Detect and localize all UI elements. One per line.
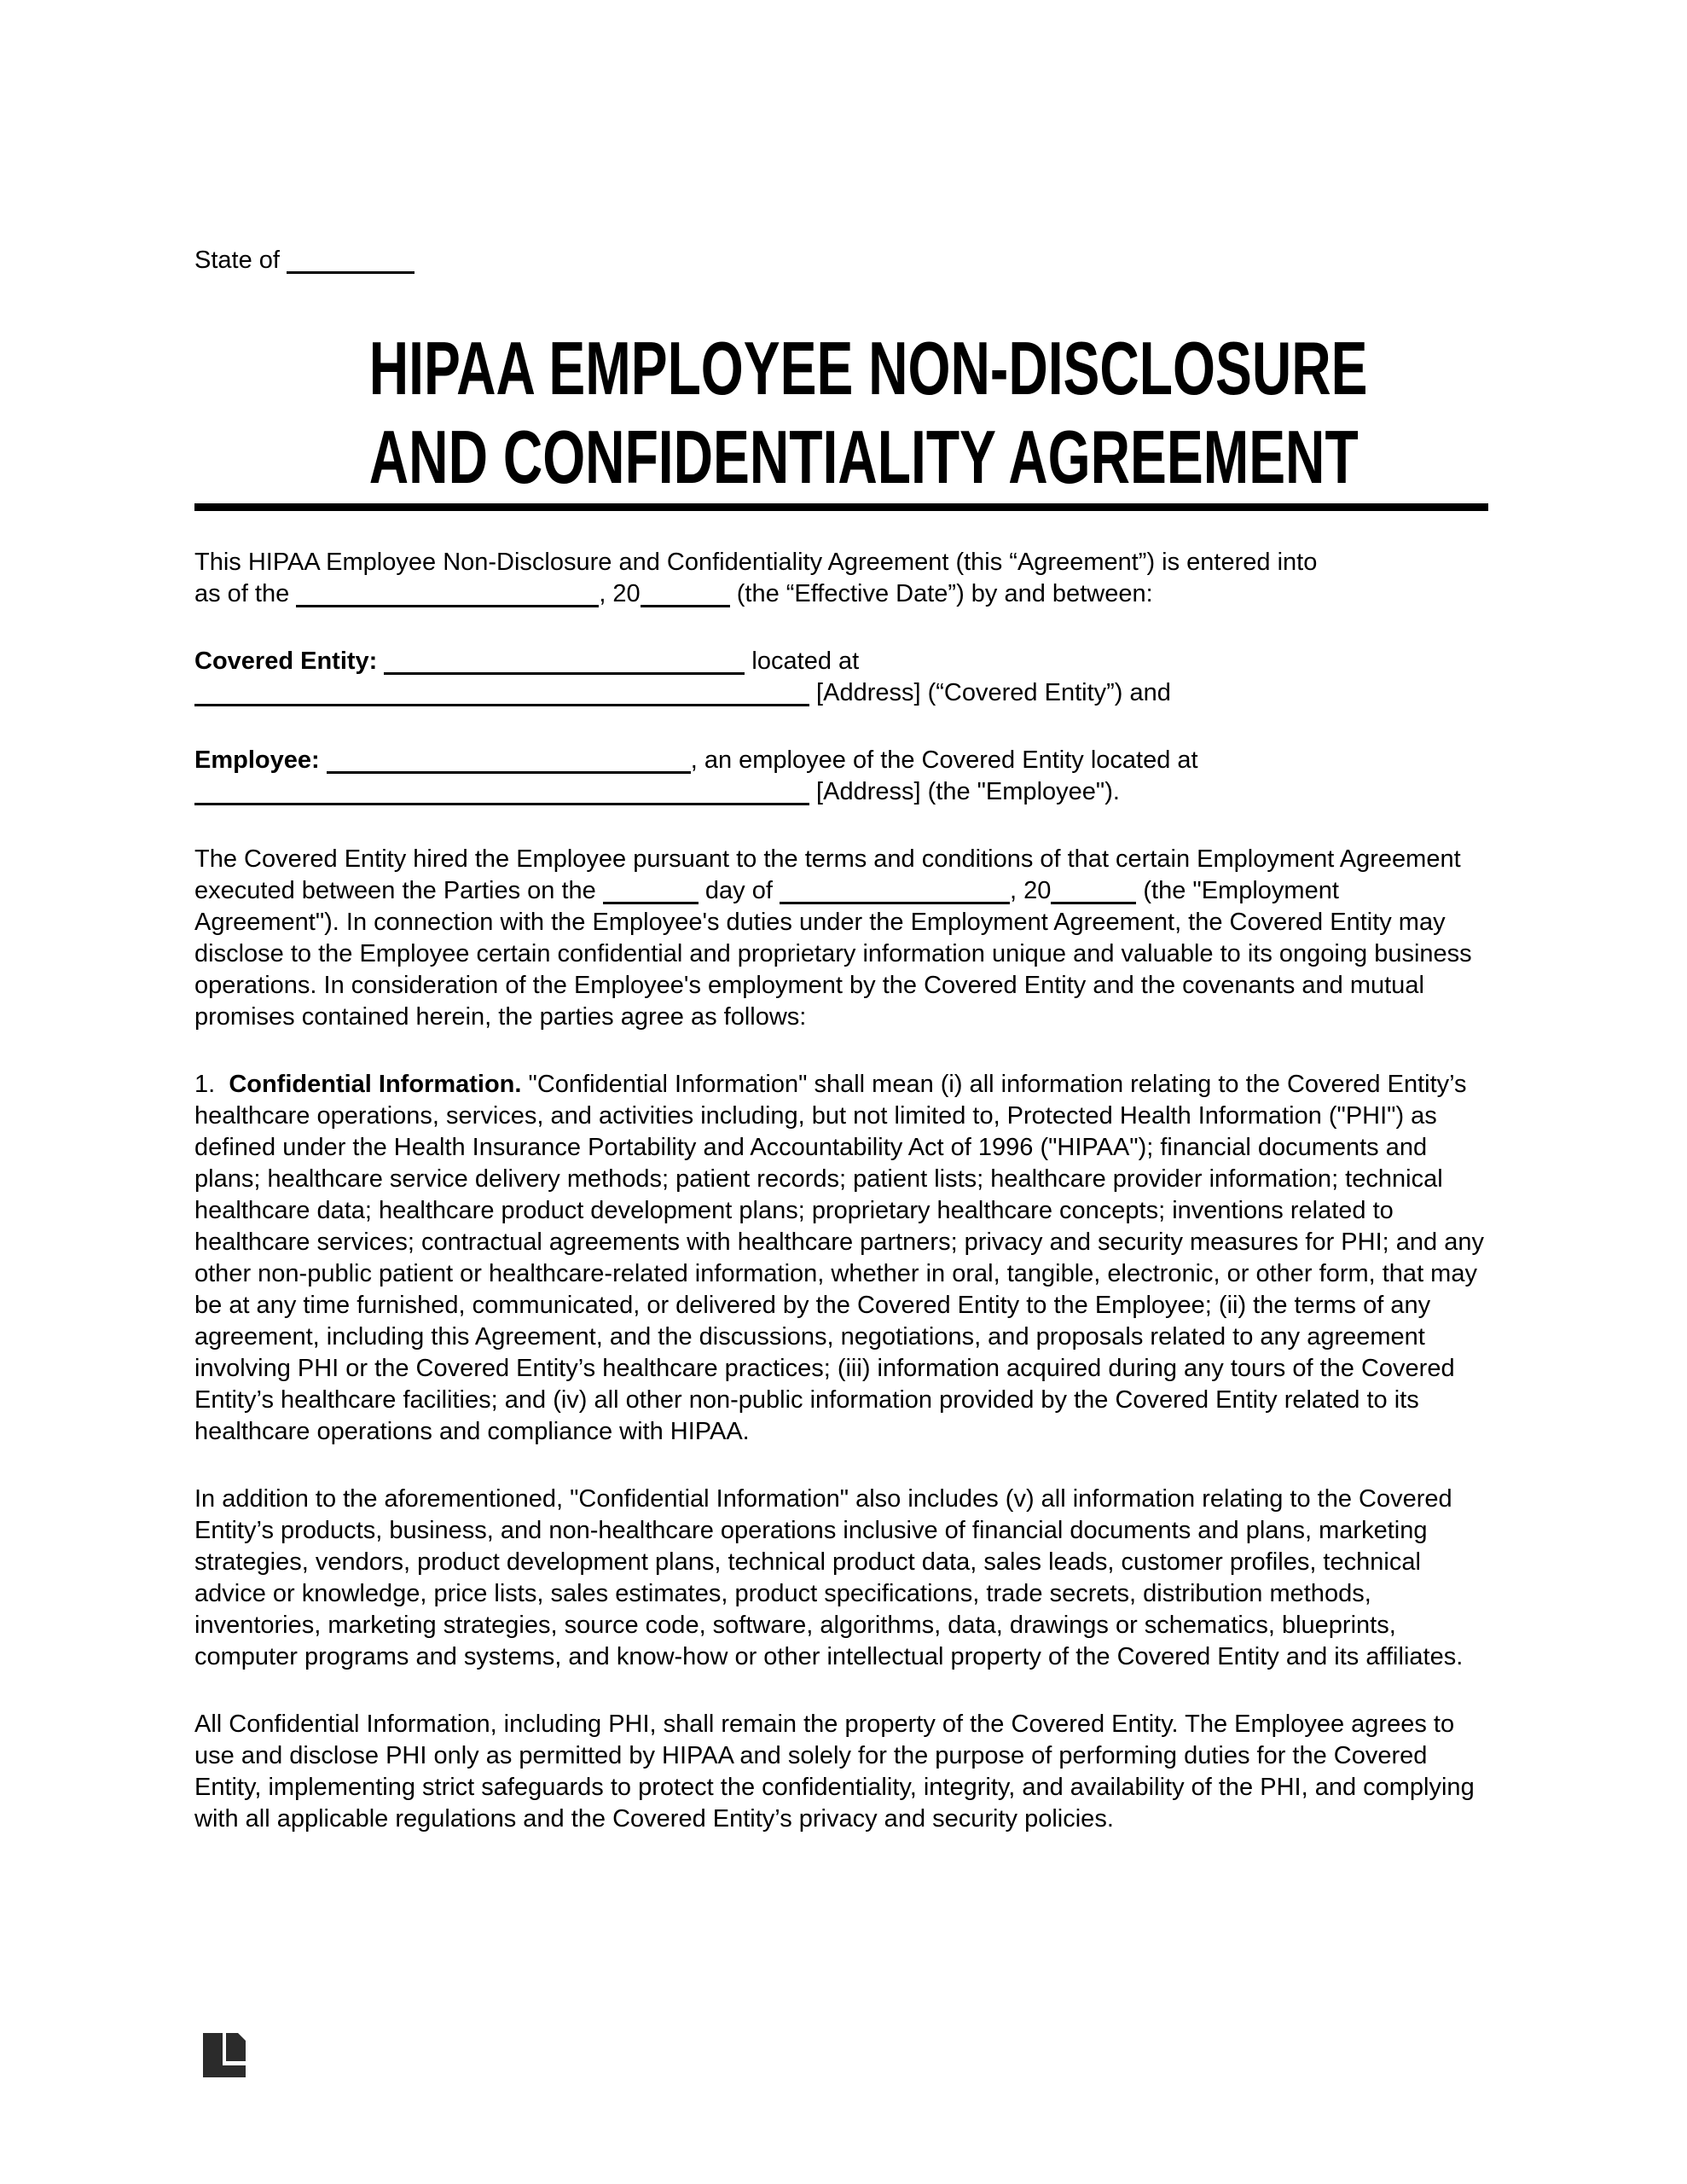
text-run: as of the (194, 580, 297, 607)
agreement-body (194, 547, 1488, 1835)
text-run: This HIPAA Employee Non-Disclosure and Confidentiality Agreement (this “Agreement”) is entered into (194, 549, 1318, 576)
title-divider-rule (194, 503, 1488, 511)
state-fill-in-blank[interactable] (287, 251, 415, 274)
fill-in-blank[interactable] (780, 881, 1010, 904)
fill-in-blank[interactable] (641, 584, 730, 607)
text-run: (the “Effective Date”) by and between: (729, 580, 1153, 607)
fill-in-blank[interactable] (603, 881, 699, 904)
document-title (194, 324, 1488, 502)
text-run: , 20 (599, 580, 641, 607)
fill-in-blank[interactable] (1051, 881, 1136, 904)
text-run: [Address] (“Covered Entity”) and (809, 679, 1171, 706)
fill-in-blank[interactable] (327, 751, 691, 774)
text-run: day of (698, 877, 780, 904)
section-1-confidential-information (194, 1069, 1488, 1448)
text-run: 1. (194, 1071, 229, 1098)
state-of-line (194, 245, 1488, 276)
text-run: , 20 (1009, 877, 1052, 904)
text-run: (the "Employment Agreement"). In connection with the Employee's duties under the Employment Agreement, the Covered Entity may disclose to the Employee certain confidential and proprietary information unique and valuable to its ongoing business operations. In consideration of the Employee's employment by the Covered Entity and the covenants and mutual promises contained herein, the parties agree as follows: (194, 877, 1472, 1031)
confidential-information-addition-paragraph (194, 1484, 1488, 1673)
text-run: located at (745, 648, 860, 675)
bold-text-run: Covered Entity: (194, 648, 385, 675)
state-of-label: State of (194, 247, 280, 274)
text-run: In addition to the aforementioned, "Confidential Information" also includes (v) all information relating to the Covered Entity’s products, business, and non-healthcare operations inclusive of financial documents and plans, marketing strategies, vendors, product development plans, technical product data, sales leads, customer profiles, technical advice or knowledge, price lists, sales estimates, product specifications, trade secrets, distribution methods, inventories, marketing strategies, source code, software, algorithms, data, drawings or schematics, blueprints, computer programs and systems, and know-how or other intellectual property of the Covered Entity and its affiliates. (194, 1485, 1464, 1670)
fill-in-blank[interactable] (194, 782, 809, 805)
fill-in-blank[interactable] (384, 652, 745, 675)
intro-paragraph (194, 547, 1488, 610)
recitals-paragraph (194, 844, 1488, 1033)
text-run: [Address] (the "Employee"). (809, 778, 1120, 805)
text-run: "Confidential Information" shall mean (i) all information relating to the Covered Entity’s healthcare operations, services, and activities including, but not limited to, Protected Health Information ("PHI") as defined under the Health Insurance Portability and Accountability Act of 1996 ("HIPAA"); financial documents and plans; healthcare service delivery methods; patient records; patient lists; healthcare provider information; technical healthcare data; healthcare product development plans; proprietary healthcare concepts; inventions related to healthcare services; contractual agreements with healthcare partners; privacy and security measures for PHI; and any other non-public patient or healthcare-related information, whether in oral, tangible, electronic, or other form, that may be at any time furnished, communicated, or delivered by the Covered Entity to the Employee; (ii) the terms of any agreement, including this Agreement, and the discussions, negotiations, and proposals related to any agreement involving PHI or the Covered Entity’s healthcare practices; (iii) information acquired during any tours of the Covered Entity’s healthcare facilities; and (iv) all other non-public information provided by the Covered Entity related to its healthcare operations and compliance with HIPAA. (194, 1071, 1484, 1445)
document-title-line-1: HIPAA EMPLOYEE NON-DISCLOSURE (368, 326, 1368, 410)
text-run: All Confidential Information, including PHI, shall remain the property of the Covered Entity. The Employee agrees to use and disclose PHI only as permitted by HIPAA and solely for the purpose of performing duties for the Covered Entity, implementing strict safeguards to protect the confidentiality, integrity, and availability of the PHI, and complying with all applicable regulations and the Covered Entity’s privacy and security policies. (194, 1711, 1475, 1833)
document-content (194, 0, 1488, 1835)
bold-text-run: Confidential Information. (229, 1071, 522, 1098)
text-run: , an employee of the Covered Entity located at (690, 746, 1198, 774)
fill-in-blank[interactable] (194, 683, 809, 706)
fill-in-blank[interactable] (296, 584, 599, 607)
text-run: The Covered Entity hired the Employee pursuant to the terms and conditions of that certain Employment Agreement executed between the Parties on the (194, 845, 1461, 904)
phi-property-paragraph (194, 1709, 1488, 1835)
legal-templates-logo (203, 2033, 246, 2077)
employee-paragraph (194, 745, 1488, 808)
covered-entity-paragraph (194, 646, 1488, 709)
legal-templates-logo-icon (203, 2033, 246, 2077)
document-title-line-2: AND CONFIDENTIALITY AGREEMENT (368, 415, 1359, 499)
bold-text-run: Employee: (194, 746, 327, 774)
